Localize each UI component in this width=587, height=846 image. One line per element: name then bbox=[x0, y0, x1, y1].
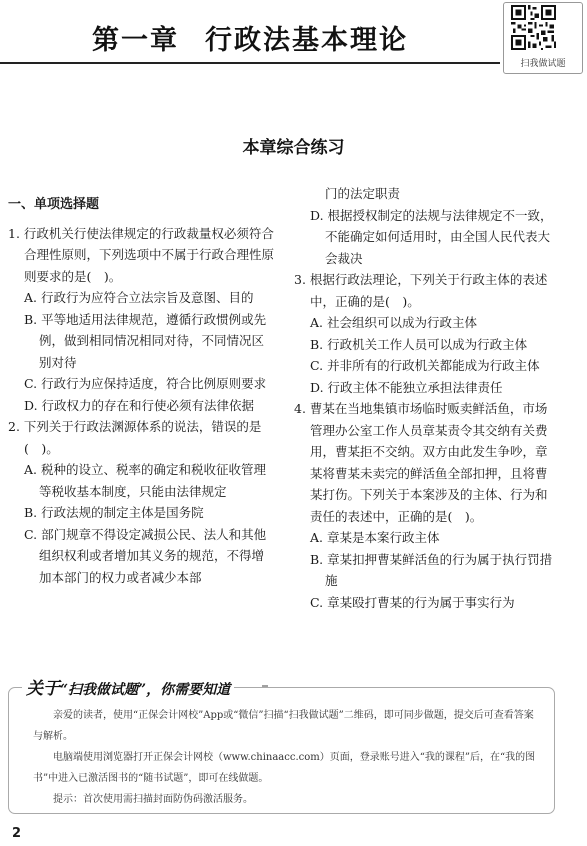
qr-code-icon[interactable] bbox=[511, 5, 556, 50]
question-stem: 1. 行政机关行使法律规定的行政裁量权必须符合合理性原则，下列选项中不属于行政合理性原则要求的是( )。 bbox=[8, 225, 275, 284]
notice-paragraph: 亲爱的读者，使用“正保会计网校”App或“微信”扫描“扫我做试题”二维码，即可同步做题，提交后可查看答案与解析。 bbox=[33, 710, 534, 742]
notice-paragraph: 提示：首次使用需扫描封面防伪码激活服务。 bbox=[53, 794, 253, 805]
answer-option: C. 部门规章不得设定减损公民、法人和其他组织权利或者增加其义务的规范，不得增加本部门的权力或者减少本部 bbox=[24, 526, 267, 585]
answer-option: A. 行政行为应符合立法宗旨及意图、目的 bbox=[24, 290, 254, 305]
left-column bbox=[8, 194, 274, 588]
answer-option: B. 行政法规的制定主体是国务院 bbox=[24, 505, 204, 520]
answer-option: B. 平等地适用法律规范，遵循行政惯例或先例，做到相同情况相同对待，不同情况区别对待 bbox=[24, 311, 267, 370]
qr-code-box[interactable] bbox=[503, 2, 583, 74]
question-stem: 4. 曹某在当地集镇市场临时贩卖鲜活鱼，市场管理办公室工作人员章某责令其交纳有关费用，曹某拒不交纳。双方由此发生争吵，章某将曹某未卖完的鲜活鱼全部扣押，且将曹某打伤。下列关于本案涉及的主体、行为和责任的表述中，正确的是( )。 bbox=[294, 401, 548, 524]
answer-option: B. 章某扣押曹某鲜活鱼的行为属于执行罚措施 bbox=[310, 551, 553, 588]
answer-option: B. 行政机关工作人员可以成为行政主体 bbox=[310, 336, 528, 352]
notice-title bbox=[22, 674, 234, 699]
answer-option: C. 章某殴打曹某的行为属于事实行为 bbox=[310, 594, 515, 610]
notice-title-rest: “扫我做试题”，你需要知道 bbox=[60, 682, 231, 698]
section-title: 本章综合练习 bbox=[242, 138, 345, 158]
answer-option: C. 并非所有的行政机关都能成为行政主体 bbox=[310, 358, 540, 373]
answer-option: A. 社会组织可以成为行政主体 bbox=[310, 315, 477, 330]
right-column bbox=[294, 183, 556, 613]
answer-option: D. 行政主体不能独立承担法律责任 bbox=[310, 379, 503, 395]
notice-body bbox=[33, 705, 538, 810]
chapter-name: 行政法基本理论 bbox=[205, 25, 408, 56]
qr-caption: 扫我做试题 bbox=[520, 59, 566, 69]
answer-option: D. 根据授权制定的法规与法律规定不一致，不能确定如何适用时，由全国人民代表大会裁决 bbox=[310, 207, 553, 266]
question-list-left bbox=[8, 223, 274, 589]
answer-option: A. 税种的设立、税率的确定和税收征收管理等税收基本制度，只能由法律规定 bbox=[24, 462, 266, 499]
notice-title-prefix: 关于 bbox=[26, 679, 60, 699]
page-number: 2 bbox=[12, 826, 22, 841]
question-stem: 2. 下列关于行政法渊源体系的说法，错误的是( )。 bbox=[8, 419, 262, 456]
question-stem: 3. 根据行政法理论，下列关于行政主体的表述中，正确的是( )。 bbox=[294, 272, 548, 309]
header-rule bbox=[0, 62, 500, 64]
chapter-label: 第一章 bbox=[92, 25, 179, 56]
answer-option: C. 行政行为应保持适度，符合比例原则要求 bbox=[24, 376, 267, 391]
question-list-right bbox=[294, 183, 556, 613]
chapter-title bbox=[0, 18, 500, 57]
section-heading-single-choice: 一、单项选择题 bbox=[8, 197, 100, 212]
answer-option: A. 章某是本案行政主体 bbox=[310, 530, 440, 545]
answer-option: D. 行政权力的存在和行使必须有法律依据 bbox=[24, 397, 255, 413]
notice-paragraph: 电脑端使用浏览器打开正保会计网校（www.chinaacc.com）页面，登录账号进入“我的课程”后，在“我的图书”中进入已激活图书的“随书试题”，即可在线做题。 bbox=[33, 752, 536, 784]
continued-text: 门的法定职责 bbox=[325, 186, 401, 201]
